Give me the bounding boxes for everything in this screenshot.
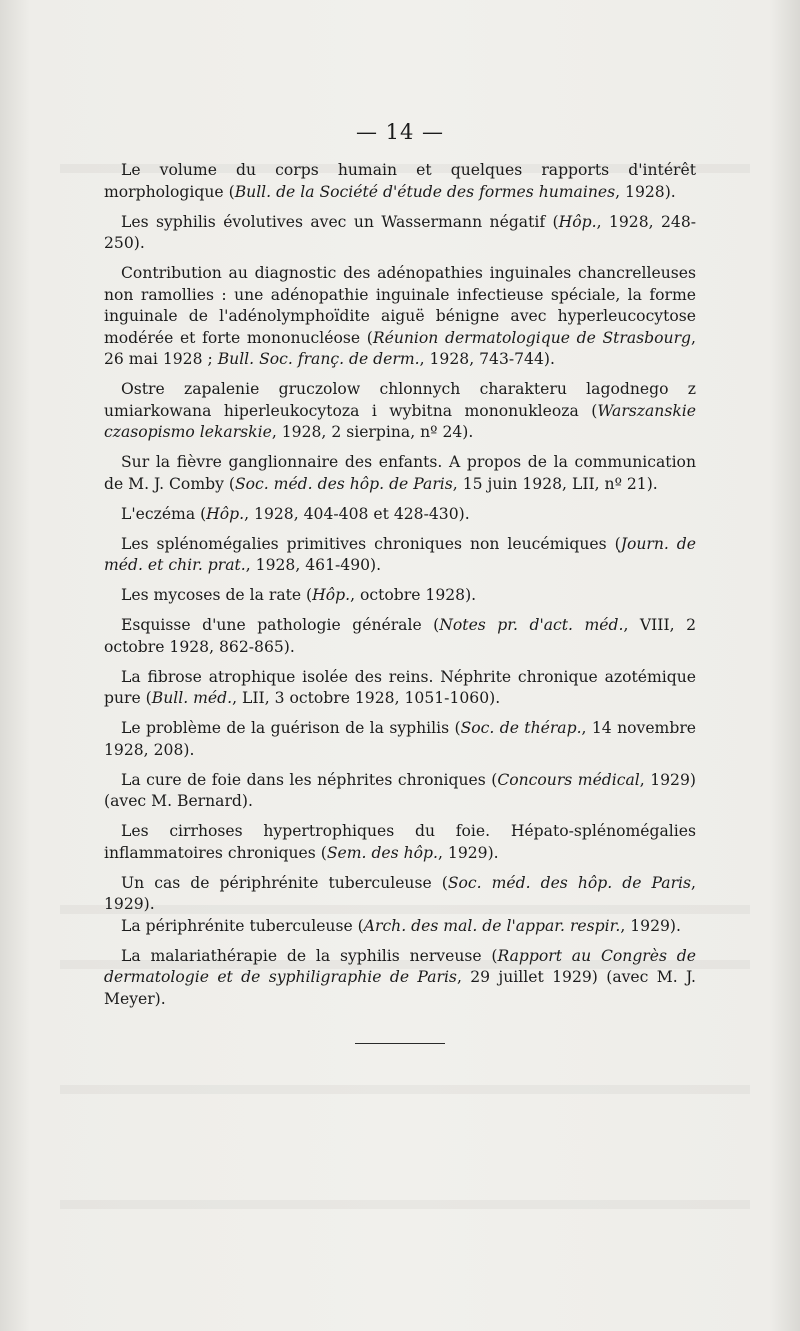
entry-text: , 29 juillet 1929) (avec M. J. Meyer).: [104, 968, 696, 1008]
entry-text: Les mycoses de la rate (: [121, 586, 313, 604]
entry-text: La cure de foie dans les néphrites chroniques (: [121, 770, 498, 789]
bibliography-entry: [104, 160, 696, 203]
citation-source: Rapport au Congrès de dermatologie et de syphiligraphie de Paris: [104, 946, 697, 986]
citation-source: Bull. de la Société d'étude des formes humaines: [234, 182, 616, 201]
citation-source: Arch. des mal. de l'appar. respir.: [363, 916, 621, 935]
entry-text: Les syphilis évolutives avec un Wassermann négatif (: [121, 212, 559, 231]
citation-source: Soc. de thérap.: [460, 719, 582, 737]
entry-text: , 1928, 461-490).: [245, 556, 382, 574]
entry-text: Contribution au diagnostic des adénopathies inguinales chancrelleuses non ramollies : une adénopathie inguinale infectieuse spéciale, la forme inguinale de l'adénolymphoïdite aiguë bénigne avec hyperleucocytose modérée et forte mononucléose (: [104, 264, 696, 347]
bibliography-entry: [104, 504, 696, 526]
bibliography-entry: [104, 667, 696, 710]
bibliography-entry: [104, 770, 696, 813]
entry-text: Le volume du corps humain et quelques rapports d'intérêt morphologique (: [104, 161, 696, 201]
citation-source: Soc. méd. des hôp. de Paris: [234, 474, 453, 493]
entry-text: Ostre zapalenie gruczolow chlonnych charakteru lagodnego z umiarkowana hiperleukocytoza i wybitna mononukleoza (: [104, 380, 696, 420]
page-number: — 14 —: [355, 120, 445, 144]
citation-source: Réunion dermatologique de Strasbourg: [372, 328, 692, 347]
bleed-through: [60, 1085, 750, 1094]
citation-source: Soc. méd. des hôp. de Paris: [447, 873, 692, 892]
bibliography-entry: [104, 452, 696, 495]
citation-source: Warszanskie czasopismo lekarskie: [104, 401, 696, 441]
citation-source: Journ. de méd. et chir. prat.: [104, 534, 696, 574]
bibliography-entry: [104, 212, 696, 255]
entry-text: , 15 juin 1928, LII, nº 21).: [452, 474, 658, 493]
entry-text: Sur la fièvre ganglionnaire des enfants. A propos de la communication de M. J. Comby (: [104, 453, 696, 493]
entry-text: , octobre 1928).: [350, 586, 477, 604]
entry-text: La malariathérapie de la syphilis nerveuse (: [121, 946, 498, 965]
citation-source: Sem. des hôp.: [326, 843, 438, 862]
citation-source: Hôp.: [558, 212, 597, 231]
entry-text: , 26 mai 1928 ;: [104, 328, 696, 368]
entry-text: , 14 novembre 1928, 208).: [104, 719, 697, 759]
bibliography-entry: [104, 585, 696, 607]
entry-text: , 1928, 743-744).: [419, 350, 555, 368]
bibliography-list: [104, 160, 696, 1019]
entry-text: Le problème de la guérison de la syphilis (: [121, 719, 461, 737]
entry-text: , 1929).: [620, 916, 681, 935]
entry-text: , 1929) (avec M. Bernard).: [104, 770, 696, 810]
entry-text: , 1928, 248-250).: [104, 212, 697, 252]
entry-text: L'eczéma (: [121, 504, 207, 523]
entry-text: Les splénomégalies primitives chroniques non leucémiques (: [121, 534, 621, 553]
entry-text: , 1928).: [615, 182, 676, 201]
bibliography-entry: [104, 718, 696, 761]
entry-text: Esquisse d'une pathologie générale (: [121, 616, 440, 634]
bibliography-entry: [104, 873, 696, 916]
entry-text: , LII, 3 octobre 1928, 1051-1060).: [232, 689, 501, 707]
bibliography-entry: [104, 821, 696, 864]
bibliography-entry: [104, 379, 696, 444]
citation-source: Notes pr. d'act. méd.: [439, 616, 624, 634]
bibliography-entry: [104, 946, 696, 1011]
entry-text: , 1928, 404-408 et 428-430).: [244, 504, 470, 523]
entry-text: Les cirrhoses hypertrophiques du foie. Hépato-splénomégalies inflammatoires chroniques (: [104, 822, 696, 862]
entry-text: La périphrénite tuberculeuse (: [121, 916, 364, 935]
entry-text: La fibrose atrophique isolée des reins. Néphrite chronique azotémique pure (: [104, 667, 696, 707]
bibliography-entry: [104, 615, 696, 658]
bibliography-entry: [104, 916, 696, 938]
citation-source: Hôp.: [312, 586, 351, 604]
entry-text: , VIII, 2 octobre 1928, 862-865).: [104, 616, 696, 656]
entry-text: , 1929).: [437, 843, 499, 862]
bibliography-entry: [104, 263, 696, 371]
bleed-through: [60, 1200, 750, 1209]
citation-source: Bull. Soc. franç. de derm.: [217, 350, 420, 368]
entry-text: Un cas de périphrénite tuberculeuse (: [121, 873, 448, 892]
citation-source: Hôp.: [206, 504, 245, 523]
citation-source: Concours médical: [497, 770, 640, 789]
entry-text: , 1929).: [104, 873, 696, 913]
citation-source: Bull. méd.: [151, 689, 233, 707]
bibliography-entry: [104, 534, 696, 577]
section-divider: [355, 1043, 445, 1044]
entry-text: , 1928, 2 sierpina, nº 24).: [271, 423, 474, 441]
